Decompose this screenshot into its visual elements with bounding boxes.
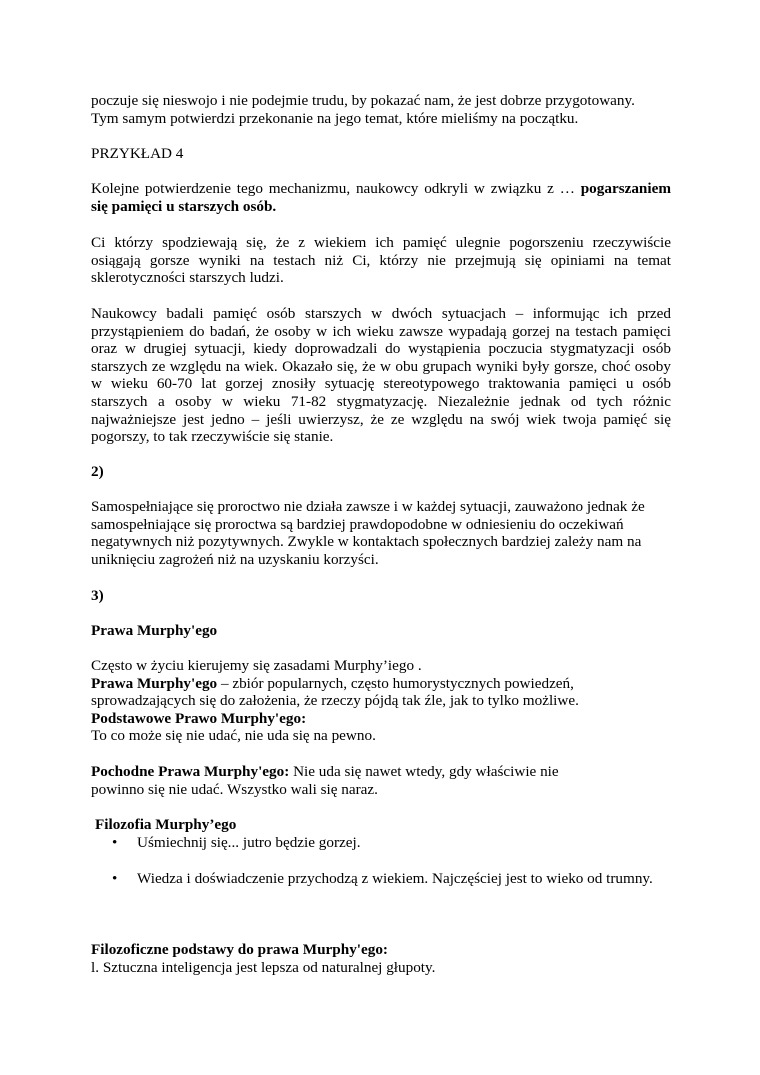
text-run: Nie uda się nawet wtedy, gdy właściwie nie — [289, 763, 559, 780]
example-4-heading: PRZYKŁAD 4 — [91, 145, 184, 162]
text-line — [91, 675, 671, 693]
text-line — [91, 941, 671, 959]
text-line: starszych ze względu na wiek. Okazało się, że w obu grupach wyniki były gorsze, choć osoby — [91, 357, 671, 375]
murphy-definitions — [91, 657, 671, 745]
philosophy-list — [91, 870, 691, 888]
philosophy-list — [91, 834, 691, 852]
text-line: Samospełniające się proroctwo nie działa zawsze i w każdej sytuacji, zauważono jednak że — [91, 498, 645, 515]
text-line: osiągają gorsze wyniki na testach niż Ci, którzy nie przejmują się opiniami na temat — [91, 251, 671, 269]
text-line — [91, 180, 671, 198]
bullet-icon: • — [112, 870, 118, 887]
philosophy-title — [95, 816, 675, 834]
bold-text: się pamięci u starszych osób. — [91, 197, 277, 215]
text-line: pogorszy, to tak rzeczywiście się stanie. — [91, 428, 334, 446]
text-line: l. Sztuczna inteligencja jest lepsza od naturalnej głupoty. — [91, 958, 436, 976]
bold-text: pogarszaniem — [580, 180, 671, 197]
text-line: uniknięciu zagrożeń niż na uzyskaniu korzyści. — [91, 550, 379, 568]
text-line: sprowadzających się do założenia, że rzeczy pójdą tak źle, jak to tylko możliwe. — [91, 692, 579, 710]
bold-text: Podstawowe Prawo Murphy'ego: — [91, 709, 307, 727]
list-item — [91, 870, 691, 888]
list-item-text: Uśmiechnij się... jutro będzie gorzej. — [137, 834, 361, 851]
intro-paragraph — [91, 92, 671, 127]
section-2-paragraph — [91, 498, 671, 568]
murphy-laws-title — [91, 622, 671, 640]
text-line: najważniejsze jest jedno – jeśli uwierzysz, że ze względu na swój wiek twoja pamięć się — [91, 410, 671, 428]
example-4-paragraph-2 — [91, 234, 671, 287]
text-line: samospełniające się proroctwa są bardziej prawdopodobne w odniesieniu do oczekiwań — [91, 515, 624, 533]
text-line — [91, 710, 671, 728]
text-run: – zbiór popularnych, często humorystycznych powiedzeń, — [217, 674, 574, 692]
example-4-paragraph-1 — [91, 180, 671, 215]
text-line: przystąpieniem do badań, że osoby w ich wieku zawsze wypadają gorzej na testach pamięci — [91, 322, 671, 340]
text-line: Ci którzy spodziewają się, że z wiekiem ich pamięć ulegnie pogorszeniu rzeczywiście — [91, 234, 671, 251]
text-line — [91, 763, 671, 781]
bold-text: 2) — [91, 463, 104, 480]
bold-text: Pochodne Prawa Murphy'ego: — [91, 763, 290, 780]
section-3-label — [91, 587, 671, 605]
text-line: sklerotyczności starszych ludzi. — [91, 269, 284, 287]
bullet-icon: • — [112, 834, 118, 851]
text-run: Kolejne potwierdzenie tego mechanizmu, naukowcy odkryli w związku z … — [91, 180, 581, 197]
text-line: w wieku 60-70 lat gorzej znosiły sytuację stereotypowego traktowania pamięci u osób — [91, 375, 671, 393]
text-line: Często w życiu kierujemy się zasadami Murphy’iego . — [91, 657, 422, 674]
bold-text: Filozofia Murphy’ego — [95, 816, 237, 833]
derived-laws — [91, 763, 671, 798]
bold-text: Prawa Murphy'ego — [91, 674, 218, 692]
text-line: poczuje się nieswojo i nie podejmie trudu, by pokazać nam, że jest dobrze przygotowany. — [91, 92, 635, 109]
text-line: negatywnych niż pozytywnych. Zwykle w kontaktach społecznych bardziej zależy nam na — [91, 533, 642, 551]
text-line: Tym samym potwierdzi przekonanie na jego temat, które mieliśmy na początku. — [91, 109, 579, 127]
bold-text: Filozoficzne podstawy do prawa Murphy'ego: — [91, 941, 388, 958]
bold-text: Prawa Murphy'ego — [91, 622, 218, 639]
text-line: starszych a osoby w wieku 71-82 stygmatyzację. Niezależnie jednak od tych różnic — [91, 392, 671, 410]
text-line: Naukowcy badali pamięć osób starszych w dwóch sytuacjach – informując ich przed — [91, 305, 671, 322]
text-line: powinno się nie udać. Wszystko wali się naraz. — [91, 780, 378, 798]
text-line: oraz w drugiej sytuacji, kiedy doprowadzali do wystąpienia poczucia stygmatyzacji osób — [91, 340, 671, 358]
list-item-text: Wiedza i doświadczenie przychodzą z wiekiem. Najczęściej jest to wieko od trumny. — [137, 870, 653, 887]
example-4-paragraph-3 — [91, 305, 671, 446]
bold-text: 3) — [91, 587, 104, 604]
text-line — [91, 198, 671, 216]
foundations — [91, 941, 671, 976]
text-line: To co może się nie udać, nie uda się na pewno. — [91, 727, 376, 745]
list-item — [91, 834, 691, 852]
section-2-label — [91, 463, 671, 481]
